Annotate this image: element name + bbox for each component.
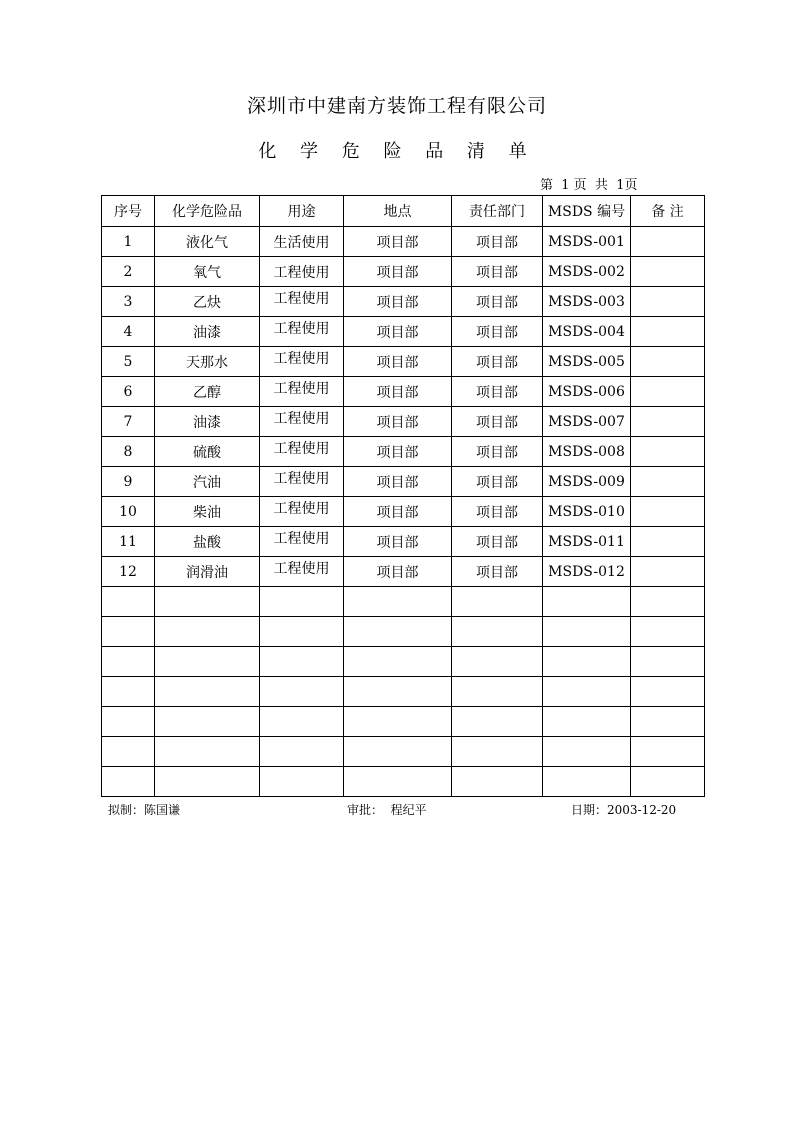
table-cell: [344, 647, 452, 677]
table-cell: 润滑油: [155, 557, 260, 587]
table-cell: 12: [102, 557, 155, 587]
table-cell: MSDS-003: [543, 287, 631, 317]
usage-text: 工程使用: [273, 530, 330, 547]
table-cell: [260, 677, 344, 707]
table-cell: 项目部: [344, 557, 452, 587]
table-cell: 8: [102, 437, 155, 467]
table-cell: [102, 587, 155, 617]
table-cell: 3: [102, 287, 155, 317]
table-cell: [543, 707, 631, 737]
table-row: [102, 437, 705, 467]
column-header: MSDS 编号: [543, 196, 631, 227]
table-cell: [260, 707, 344, 737]
table-cell: MSDS-006: [543, 377, 631, 407]
table-cell: [543, 737, 631, 767]
document-title: 化 学 危 险 品 清 单: [258, 141, 536, 162]
table-cell: [155, 677, 260, 707]
table-cell: [344, 707, 452, 737]
table-cell: 6: [102, 377, 155, 407]
table-cell: [452, 617, 543, 647]
table-row: [102, 257, 705, 287]
table-cell: [631, 677, 705, 707]
table-cell: 项目部: [452, 287, 543, 317]
table-cell: [452, 737, 543, 767]
table-cell: [631, 527, 705, 557]
table-row: [102, 377, 705, 407]
table-cell: [631, 617, 705, 647]
usage-text: 工程使用: [273, 410, 330, 427]
table-cell: [260, 437, 344, 467]
table-cell: [155, 767, 260, 797]
table-cell: [631, 227, 705, 257]
table-cell: [260, 287, 344, 317]
table-cell: [344, 677, 452, 707]
table-cell: [631, 317, 705, 347]
table-header-row: [102, 196, 705, 227]
usage-text: 工程使用: [273, 350, 330, 367]
table-cell: [543, 767, 631, 797]
table-row: [102, 497, 705, 527]
table-cell: [344, 737, 452, 767]
table-cell: [260, 587, 344, 617]
usage-text: 工程使用: [273, 320, 330, 337]
column-header: 化学危险品: [155, 196, 260, 227]
table-cell: [260, 767, 344, 797]
table-cell: [631, 557, 705, 587]
table-cell: [260, 647, 344, 677]
table-cell: [631, 437, 705, 467]
table-cell: MSDS-002: [543, 257, 631, 287]
table-cell: [260, 407, 344, 437]
table-cell: 汽油: [155, 467, 260, 497]
table-cell: [631, 257, 705, 287]
table-row: [102, 467, 705, 497]
table-cell: 工程使用: [260, 257, 344, 287]
table-cell: [102, 737, 155, 767]
table-cell: [102, 677, 155, 707]
table-cell: 项目部: [344, 407, 452, 437]
drafter-label: 拟制：陈国谦: [108, 803, 181, 817]
table-cell: 氧气: [155, 257, 260, 287]
table-cell: [631, 347, 705, 377]
table-cell: MSDS-001: [543, 227, 631, 257]
table-cell: 天那水: [155, 347, 260, 377]
table-cell: 项目部: [344, 317, 452, 347]
table-cell: [102, 647, 155, 677]
table-row: [102, 647, 705, 677]
table-cell: [260, 737, 344, 767]
table-cell: [543, 587, 631, 617]
table-cell: MSDS-012: [543, 557, 631, 587]
table-cell: 项目部: [452, 227, 543, 257]
table-row: [102, 767, 705, 797]
table-cell: 项目部: [452, 377, 543, 407]
table-cell: 项目部: [344, 437, 452, 467]
table-cell: [155, 587, 260, 617]
table-row: [102, 317, 705, 347]
column-header: 责任部门: [452, 196, 543, 227]
table-cell: [631, 707, 705, 737]
table-cell: 乙醇: [155, 377, 260, 407]
company-name: 深圳市中建南方装饰工程有限公司: [246, 95, 547, 117]
table-cell: 项目部: [344, 227, 452, 257]
table-cell: [260, 557, 344, 587]
table-cell: [631, 767, 705, 797]
table-cell: 项目部: [452, 497, 543, 527]
table-cell: [344, 587, 452, 617]
usage-text: 工程使用: [273, 560, 330, 577]
table-cell: 10: [102, 497, 155, 527]
table-row: [102, 587, 705, 617]
table-row: [102, 707, 705, 737]
table-row: [102, 677, 705, 707]
table-cell: 5: [102, 347, 155, 377]
usage-text: 工程使用: [273, 500, 330, 517]
table-cell: 项目部: [452, 527, 543, 557]
table-cell: 2: [102, 257, 155, 287]
table-cell: 项目部: [344, 467, 452, 497]
table-cell: [102, 707, 155, 737]
table-cell: 项目部: [344, 287, 452, 317]
table-cell: [155, 707, 260, 737]
table-cell: [631, 407, 705, 437]
table-cell: MSDS-005: [543, 347, 631, 377]
table-cell: [260, 467, 344, 497]
table-cell: 项目部: [452, 557, 543, 587]
table-cell: [102, 767, 155, 797]
table-cell: [155, 737, 260, 767]
table-cell: [631, 377, 705, 407]
approver-label: 审批： 程纪平: [347, 803, 427, 817]
table-cell: [260, 527, 344, 557]
table-cell: 11: [102, 527, 155, 557]
table-cell: 项目部: [344, 377, 452, 407]
usage-text: 工程使用: [273, 290, 330, 307]
table-cell: 项目部: [344, 347, 452, 377]
table-cell: 项目部: [452, 317, 543, 347]
column-header: 序号: [102, 196, 155, 227]
table-cell: 项目部: [452, 437, 543, 467]
table-cell: 项目部: [344, 527, 452, 557]
table-cell: [260, 497, 344, 527]
table-cell: [543, 677, 631, 707]
table-cell: [155, 647, 260, 677]
table-cell: [452, 707, 543, 737]
table-cell: 4: [102, 317, 155, 347]
table-cell: MSDS-007: [543, 407, 631, 437]
table-cell: 项目部: [344, 257, 452, 287]
table-cell: 项目部: [452, 347, 543, 377]
usage-text: 工程使用: [273, 440, 330, 457]
table-cell: [543, 647, 631, 677]
table-cell: [543, 617, 631, 647]
table-cell: [344, 767, 452, 797]
table-cell: [102, 617, 155, 647]
table-row: [102, 407, 705, 437]
table-cell: 生活使用: [260, 227, 344, 257]
table-cell: 项目部: [452, 467, 543, 497]
table-cell: [631, 467, 705, 497]
table-row: [102, 347, 705, 377]
table-cell: 液化气: [155, 227, 260, 257]
table-row: [102, 737, 705, 767]
table-row: [102, 527, 705, 557]
table-cell: MSDS-011: [543, 527, 631, 557]
page-number-info: 第 1 页 共 1页: [540, 178, 638, 193]
table-cell: 7: [102, 407, 155, 437]
table-row: [102, 287, 705, 317]
table-cell: 9: [102, 467, 155, 497]
table-cell: [260, 347, 344, 377]
table-cell: MSDS-008: [543, 437, 631, 467]
table-cell: [344, 617, 452, 647]
table-cell: MSDS-010: [543, 497, 631, 527]
table-cell: MSDS-009: [543, 467, 631, 497]
table-cell: [260, 617, 344, 647]
table-cell: 乙炔: [155, 287, 260, 317]
table-cell: [260, 317, 344, 347]
table-cell: [631, 287, 705, 317]
table-row: [102, 617, 705, 647]
table-cell: [631, 497, 705, 527]
table-cell: 项目部: [344, 497, 452, 527]
table-cell: [260, 377, 344, 407]
table-cell: [452, 677, 543, 707]
table-cell: MSDS-004: [543, 317, 631, 347]
table-cell: 油漆: [155, 407, 260, 437]
table-cell: 柴油: [155, 497, 260, 527]
column-header: 备 注: [631, 196, 705, 227]
table-cell: 1: [102, 227, 155, 257]
table-cell: 硫酸: [155, 437, 260, 467]
usage-text: 工程使用: [273, 470, 330, 487]
table-cell: 项目部: [452, 257, 543, 287]
date-label: 日期：2003-12-20: [571, 803, 677, 817]
column-header: 地点: [344, 196, 452, 227]
table-cell: [452, 767, 543, 797]
chemicals-table: [101, 195, 705, 797]
table-cell: [155, 617, 260, 647]
table-row: [102, 557, 705, 587]
table-cell: 项目部: [452, 407, 543, 437]
table-cell: 盐酸: [155, 527, 260, 557]
table-cell: 油漆: [155, 317, 260, 347]
table-row: [102, 227, 705, 257]
table-cell: [631, 587, 705, 617]
table-cell: [631, 737, 705, 767]
column-header: 用途: [260, 196, 344, 227]
table-cell: [631, 647, 705, 677]
usage-text: 工程使用: [273, 380, 330, 397]
table-body: [102, 227, 705, 797]
table-cell: [452, 587, 543, 617]
table-cell: [452, 647, 543, 677]
